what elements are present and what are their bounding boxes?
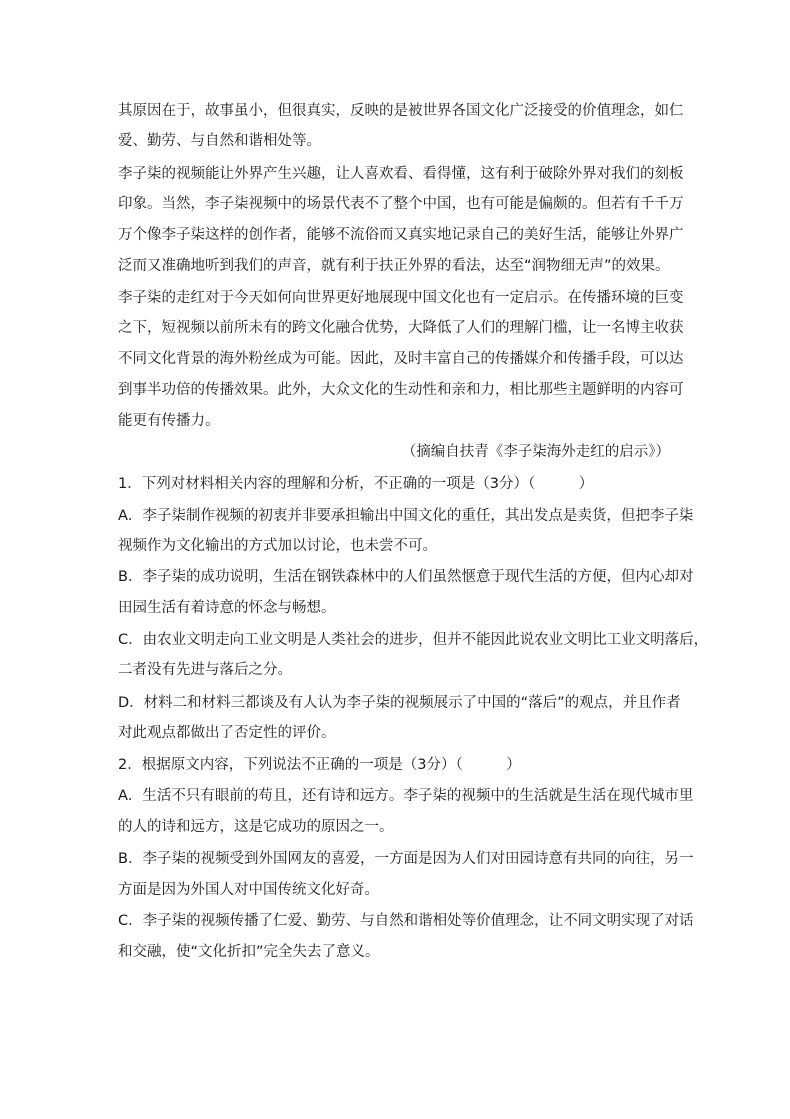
q1-option-a-cont: 视频作为文化输出的方式加以讨论，也未尝不可。 xyxy=(118,538,437,554)
passage-line: 之下，短视频以前所未有的跨文化融合优势，大降低了人们的理解门槛，让一名博主收获 xyxy=(118,320,684,336)
source-citation: （摘编自扶青《李子柒海外走红的启示》） xyxy=(401,444,670,460)
passage-line: 能更有传播力。 xyxy=(118,413,220,429)
q1-option-c: C．由农业文明走向工业文明是人类社会的进步，但并不能因此说农业文明比工业文明落后， xyxy=(118,632,709,648)
passage-line: 到事半功倍的传播效果。此外，大众文化的生动性和亲和力，相比那些主题鲜明的内容可 xyxy=(118,382,684,398)
q1-option-b: B．李子柒的成功说明，生活在钢铁森林中的人们虽然惬意于现代生活的方便，但内心却对 xyxy=(118,569,694,585)
q1-option-c-cont: 二者没有先进与落后之分。 xyxy=(118,662,292,678)
question-1-stem: 1．下列对材料相关内容的理解和分析，不正确的一项是（3分）（ ） xyxy=(118,476,594,492)
q2-option-c-cont: 和交融，使“文化折扣”完全失去了意义。 xyxy=(118,944,380,960)
passage-line: 万个像李子柒这样的创作者，能够不流俗而又真实地记录自己的美好生活，能够让外界广 xyxy=(118,227,684,243)
passage-line: 印象。当然，李子柒视频中的场景代表不了整个中国，也有可能是偏颇的。但若有千千万 xyxy=(118,196,684,212)
q2-option-a-cont: 的人的诗和远方，这是它成功的原因之一。 xyxy=(118,819,394,835)
question-2-stem: 2．根据原文内容，下列说法不正确的一项是（3分）（ ） xyxy=(118,757,521,773)
q1-option-b-cont: 田园生活有着诗意的怀念与畅想。 xyxy=(118,600,336,616)
passage-line: 不同文化背景的海外粉丝成为可能。因此，及时丰富自己的传播媒介和传播手段，可以达 xyxy=(118,351,684,367)
q2-option-a: A．生活不只有眼前的苟且，还有诗和远方。李子柒的视频中的生活就是生活在现代城市里 xyxy=(118,788,694,804)
q1-option-a: A．李子柒制作视频的初衷并非要承担输出中国文化的重任，其出发点是卖货，但把李子柒 xyxy=(118,508,694,524)
q1-option-d: D．材料二和材料三都谈及有人认为李子柒的视频展示了中国的“落后”的观点，并且作者 xyxy=(118,695,681,711)
passage-line: 李子柒的视频能让外界产生兴趣，让人喜欢看、看得懂，这有利于破除外界对我们的刻板 xyxy=(118,166,684,182)
q2-option-b: B．李子柒的视频受到外国网友的喜爱，一方面是因为人们对田园诗意有共同的向往，另一 xyxy=(118,851,694,867)
q2-option-b-cont: 方面是因为外国人对中国传统文化好奇。 xyxy=(118,882,379,898)
q2-option-c: C．李子柒的视频传播了仁爱、勤劳、与自然和谐相处等价值理念，让不同文明实现了对话 xyxy=(118,913,694,929)
q1-option-d-cont: 对此观点都做出了否定性的评价。 xyxy=(118,725,336,741)
passage-line: 爱、勤劳、与自然和谐相处等。 xyxy=(118,133,321,149)
passage-line: 泛而又准确地听到我们的声音，就有利于扶正外界的看法，达至“润物细无声”的效果。 xyxy=(118,258,670,274)
passage-line: 李子柒的走红对于今天如何向世界更好地展现中国文化也有一定启示。在传播环境的巨变 xyxy=(118,290,684,306)
passage-line: 其原因在于，故事虽小，但很真实，反映的是被世界各国文化广泛接受的价值理念，如仁 xyxy=(118,103,684,119)
